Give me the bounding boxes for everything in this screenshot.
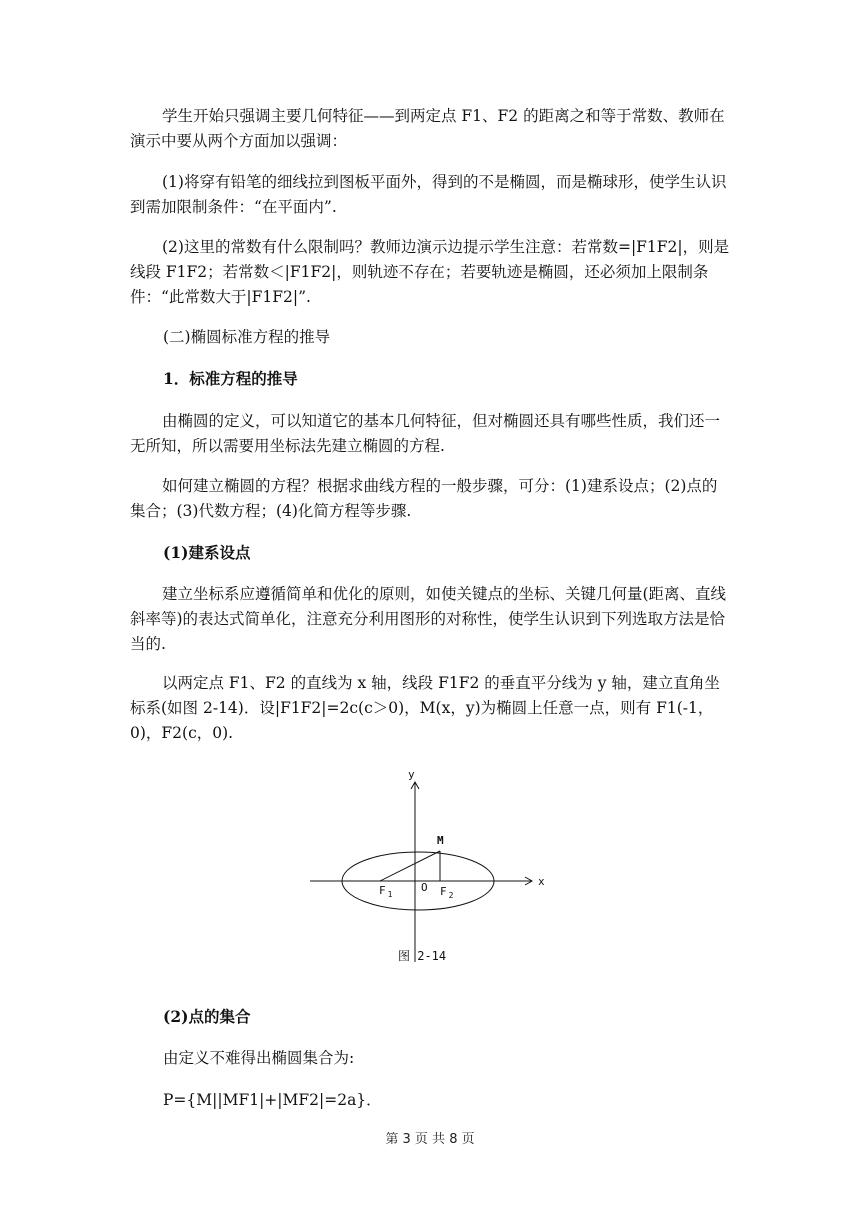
label-x: x xyxy=(538,875,545,888)
paragraph-coordinate-system: 以两定点 F1、F2 的直线为 x 轴，线段 F1F2 的垂直平分线为 y 轴，建立直角坐标系(如图 2-14)．设|F1F2|=2c(c＞0)，M(x，y)为椭圆上任意一点，则有 F1(-1，0)，F2(c，0). xyxy=(130,674,720,742)
segment-F1-M xyxy=(380,851,440,881)
ellipse-figure xyxy=(300,762,560,972)
figure-caption: 图 2-14 xyxy=(398,949,447,963)
ellipse-diagram xyxy=(300,762,560,972)
section-title: (二)椭圆标准方程的推导 xyxy=(163,328,331,346)
label-M: M xyxy=(437,834,444,847)
heading-derivation: 1．标准方程的推导 xyxy=(163,369,298,388)
paragraph-steps: 如何建立椭圆的方程？根据求曲线方程的一般步骤，可分：(1)建系设点；(2)点的集合；(3)代数方程；(4)化简方程等步骤. xyxy=(130,477,718,520)
label-O: O xyxy=(421,881,428,894)
paragraph-coordinate-principle: 建立坐标系应遵循简单和优化的原则，如使关键点的坐标、关键几何量(距离、直线斜率等)的表达式简单化，注意充分利用图形的对称性，使学生认识到下列选取方法是恰当的. xyxy=(130,585,727,653)
paragraph-point-1: (1)将穿有铅笔的细线拉到图板平面外，得到的不是椭圆，而是椭球形，使学生认识到需加限制条件：“在平面内”. xyxy=(130,173,727,216)
paragraph-definition: 由椭圆的定义，可以知道它的基本几何特征，但对椭圆还具有哪些性质，我们还一无所知，所以需要用坐标法先建立椭圆的方程. xyxy=(130,412,721,455)
paragraph-set-intro: 由定义不难得出椭圆集合为: xyxy=(163,1049,355,1067)
paragraph-point-2: (2)这里的常数有什么限制吗？教师边演示边提示学生注意：若常数=|F1F2|，则是线段 F1F2；若常数＜|F1F2|，则轨迹不存在；若要轨迹是椭圆，还必须加上限制条件：“此常数大于|F1F2|”. xyxy=(130,238,730,306)
paragraph-intro: 学生开始只强调主要几何特征——到两定点 F1、F2 的距离之和等于常数、教师在演示中要从两个方面加以强调： xyxy=(130,107,725,150)
page-footer: 第 3 页 共 8 页 xyxy=(385,1132,475,1147)
label-F1: F $_1$ xyxy=(379,884,393,899)
heading-point-set: (2)点的集合 xyxy=(163,1007,251,1026)
heading-coordinate-setup: (1)建系设点 xyxy=(163,543,251,562)
set-formula: P={M||MF1|+|MF2|=2a}． xyxy=(163,1091,382,1109)
label-y: y xyxy=(408,768,415,781)
label-F2: F $_2$ xyxy=(440,885,454,900)
